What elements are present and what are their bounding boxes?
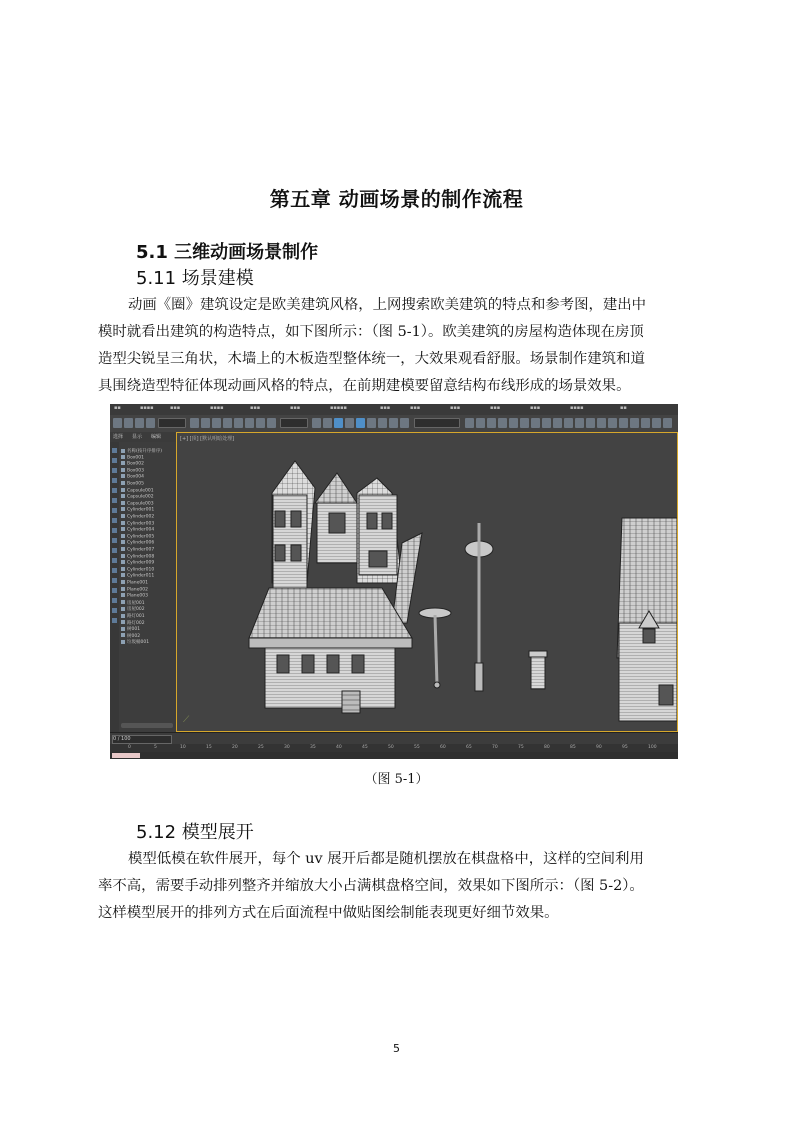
scene-item-label: 树001 (127, 627, 141, 633)
status-box (112, 753, 140, 758)
ruler-tick-label: 40 (336, 745, 342, 750)
scene-list-item[interactable] (121, 521, 175, 527)
scene-item-label: Plane002 (127, 587, 148, 593)
scene-list-item[interactable] (121, 560, 175, 566)
object-icon (121, 534, 125, 538)
ruler-tick-label: 65 (466, 745, 472, 750)
object-icon (121, 514, 125, 518)
paragraph-line: 模时就看出建筑的构造特点，如下图所示：（图 5-1）。欧美建筑的房屋构造体现在房顶 (98, 324, 644, 340)
scene-list-item[interactable] (121, 554, 175, 560)
scene-list-item[interactable] (121, 626, 175, 632)
ruler-tick-label: 35 (310, 745, 316, 750)
scene-list-item[interactable] (121, 606, 175, 612)
scene-list-item[interactable] (121, 600, 175, 606)
lamp-model-small (419, 608, 451, 688)
scene-item-label: Cylinder009 (127, 560, 155, 566)
tab-edit[interactable]: 编辑 (151, 434, 162, 440)
scene-list-item[interactable] (121, 461, 175, 467)
object-icon (121, 455, 125, 459)
ruler-tick-label: 20 (232, 745, 238, 750)
scene-list-item[interactable] (121, 620, 175, 626)
scene-list-item[interactable] (121, 540, 175, 546)
ruler-tick-label: 0 (128, 745, 131, 750)
house-model-right (617, 518, 677, 721)
scene-item-label: Box005 (127, 481, 144, 487)
scene-item-label: 房屋001 (127, 600, 145, 606)
object-icon (121, 560, 125, 564)
object-icon (121, 580, 125, 584)
tab-display[interactable]: 显示 (132, 434, 143, 440)
paragraph-line: 这样模型展开的排列方式在后面流程中做贴图绘制能表现更好细节效果。 (98, 905, 559, 921)
scene-item-label: Cylinder007 (127, 547, 155, 553)
scene-item-label: Cylinder002 (127, 514, 155, 520)
scene-list-item[interactable] (121, 455, 175, 461)
scene-list-item[interactable] (121, 481, 175, 487)
paragraph-line: 模型低模在软件展开，每个 uv 展开后都是随机摆放在棋盘格中，这样的空间利用 (128, 851, 644, 867)
scene-list-item[interactable] (121, 580, 175, 586)
scene-item-label: Box003 (127, 468, 144, 474)
scene-item-label: Plane003 (127, 593, 148, 599)
scene-list-item[interactable] (121, 468, 175, 474)
ruler-tick-label: 100 (648, 745, 657, 750)
ruler-tick-label: 95 (622, 745, 628, 750)
scene-item-label: Box004 (127, 474, 144, 480)
paragraph-modeling (98, 292, 700, 400)
vertical-toolbar (110, 442, 119, 732)
object-icon (121, 461, 125, 465)
ruler-tick-label: 50 (388, 745, 394, 750)
object-icon (121, 501, 125, 505)
object-icon (121, 488, 125, 492)
object-icon (121, 554, 125, 558)
object-icon (121, 620, 125, 624)
scene-item-label: Capsule001 (127, 488, 154, 494)
object-icon (121, 521, 125, 525)
frame-ruler (110, 744, 678, 752)
scene-list-item[interactable] (121, 494, 175, 500)
scene-list-item[interactable] (121, 501, 175, 507)
scene-item-label: Capsule002 (127, 494, 154, 500)
object-icon (121, 507, 125, 511)
scene-list-item[interactable] (121, 593, 175, 599)
object-icon (121, 567, 125, 571)
ruler-tick-label: 5 (154, 745, 157, 750)
scene-item-label: 名称(按升序排序) (127, 449, 163, 454)
chapter-title: 第五章 动画场景的制作流程 (269, 187, 524, 211)
subsection-heading-unwrap: 5.12 模型展开 (136, 822, 254, 843)
scene-list-item[interactable] (121, 587, 175, 593)
scene-item-label: Cylinder010 (127, 567, 155, 573)
ruler-tick-label: 45 (362, 745, 368, 750)
section-heading: 5.1 三维动画场景制作 (136, 242, 319, 263)
object-icon (121, 481, 125, 485)
ruler-tick-label: 25 (258, 745, 264, 750)
scene-models (177, 433, 677, 731)
ruler-tick-label: 15 (206, 745, 212, 750)
object-icon (121, 607, 125, 611)
figure-3d-software-screenshot (110, 404, 678, 759)
scene-list-item[interactable] (121, 488, 175, 494)
time-slider[interactable] (112, 735, 172, 744)
scene-item-label: Capsule003 (127, 501, 154, 507)
scene-list-item[interactable] (121, 534, 175, 540)
object-icon (121, 627, 125, 631)
scene-item-label: 垃圾桶001 (127, 640, 150, 646)
paragraph-line: 具围绕造型特征体现动画风格的特点，在前期建模要留意结构布线形成的场景效果。 (98, 378, 631, 394)
paragraph-unwrap (98, 846, 700, 927)
status-bar (110, 752, 678, 759)
scene-item-label: 树002 (127, 633, 141, 639)
scene-list-item[interactable] (121, 448, 175, 454)
object-icon (121, 547, 125, 551)
scene-list-item[interactable] (121, 507, 175, 513)
scene-list-item[interactable] (121, 547, 175, 553)
object-icon (121, 600, 125, 604)
scene-item-label: Cylinder005 (127, 534, 155, 540)
scene-item-label: Cylinder011 (127, 573, 155, 579)
ruler-tick-label: 30 (284, 745, 290, 750)
paragraph-line: 率不高，需要手动排列整齐并缩放大小占满棋盘格空间，效果如下图所示：（图 5-2）。 (98, 878, 644, 894)
scene-item-label: Cylinder006 (127, 540, 155, 546)
menu-bar: ▪▪ ▪▪▪▪ ▪▪▪ ▪▪▪▪ ▪▪▪ ▪▪▪ ▪▪▪▪▪ ▪▪▪ ▪▪▪ ▪▪▪ ▪▪▪ ▪▪▪ ▪▪▪▪ ▪▪ (110, 404, 678, 415)
tab-select[interactable]: 选择 (113, 434, 124, 440)
object-icon (121, 468, 125, 472)
scene-list-item[interactable] (121, 613, 175, 619)
scene-item-label: Cylinder003 (127, 521, 155, 527)
object-icon (121, 614, 125, 618)
scene-list-item[interactable] (121, 573, 175, 579)
scene-list-item[interactable] (121, 633, 175, 639)
scene-item-label: Cylinder004 (127, 527, 155, 533)
page-number: 5 (393, 1042, 400, 1055)
house-model (249, 461, 422, 713)
viewport-top[interactable] (176, 432, 678, 732)
subsection-heading-modeling: 5.11 场景建模 (136, 268, 254, 289)
scene-item-label: Cylinder008 (127, 554, 155, 560)
object-icon (121, 573, 125, 577)
ruler-tick-label: 75 (518, 745, 524, 750)
scene-item-label: Plane001 (127, 580, 148, 586)
ruler-tick-label: 60 (440, 745, 446, 750)
trash-can-model (529, 651, 547, 689)
scene-list-item[interactable] (121, 474, 175, 480)
time-slider-label: 0 / 100 (113, 736, 131, 742)
main-toolbar (110, 415, 678, 433)
viewport-label: [+] [顶] [默认明暗处理] (180, 436, 235, 442)
ruler-tick-label: 85 (570, 745, 576, 750)
object-icon (121, 587, 125, 591)
object-icon (121, 640, 125, 644)
object-icon (121, 527, 125, 531)
object-icon (121, 474, 125, 478)
scene-item-label: Box002 (127, 461, 144, 467)
scene-explorer (119, 442, 177, 732)
axis-gizmo-icon: ⟋ (183, 715, 190, 725)
scene-list-item[interactable] (121, 527, 175, 533)
object-icon (121, 633, 125, 637)
object-icon (121, 494, 125, 498)
scene-list-item[interactable] (121, 514, 175, 520)
paragraph-line: 动画《圈》建筑设定是欧美建筑风格，上网搜索欧美建筑的特点和参考图，建出中 (128, 297, 647, 313)
ruler-tick-label: 10 (180, 745, 186, 750)
scene-list-item[interactable] (121, 567, 175, 573)
scene-item-label: 房屋002 (127, 607, 145, 613)
object-icon (121, 449, 125, 453)
scene-explorer-tabs (110, 432, 176, 442)
scene-list-item[interactable] (121, 639, 175, 645)
ruler-tick-label: 90 (596, 745, 602, 750)
ruler-tick-label: 70 (492, 745, 498, 750)
object-icon (121, 540, 125, 544)
ruler-tick-label: 80 (544, 745, 550, 750)
figure-caption: （图 5-1） (364, 772, 429, 787)
lamp-model-tall (465, 523, 493, 691)
scene-item-label: Cylinder001 (127, 507, 155, 513)
scene-item-label: 路灯001 (127, 614, 145, 619)
ruler-tick-label: 55 (414, 745, 420, 750)
object-icon (121, 593, 125, 597)
scene-scrollbar[interactable] (121, 723, 173, 728)
scene-item-label: 路灯002 (127, 620, 145, 626)
scene-item-label: Box001 (127, 455, 144, 461)
paragraph-line: 造型尖锐呈三角状，木墙上的木板造型整体统一，大效果观看舒服。场景制作建筑和道 (98, 351, 645, 367)
